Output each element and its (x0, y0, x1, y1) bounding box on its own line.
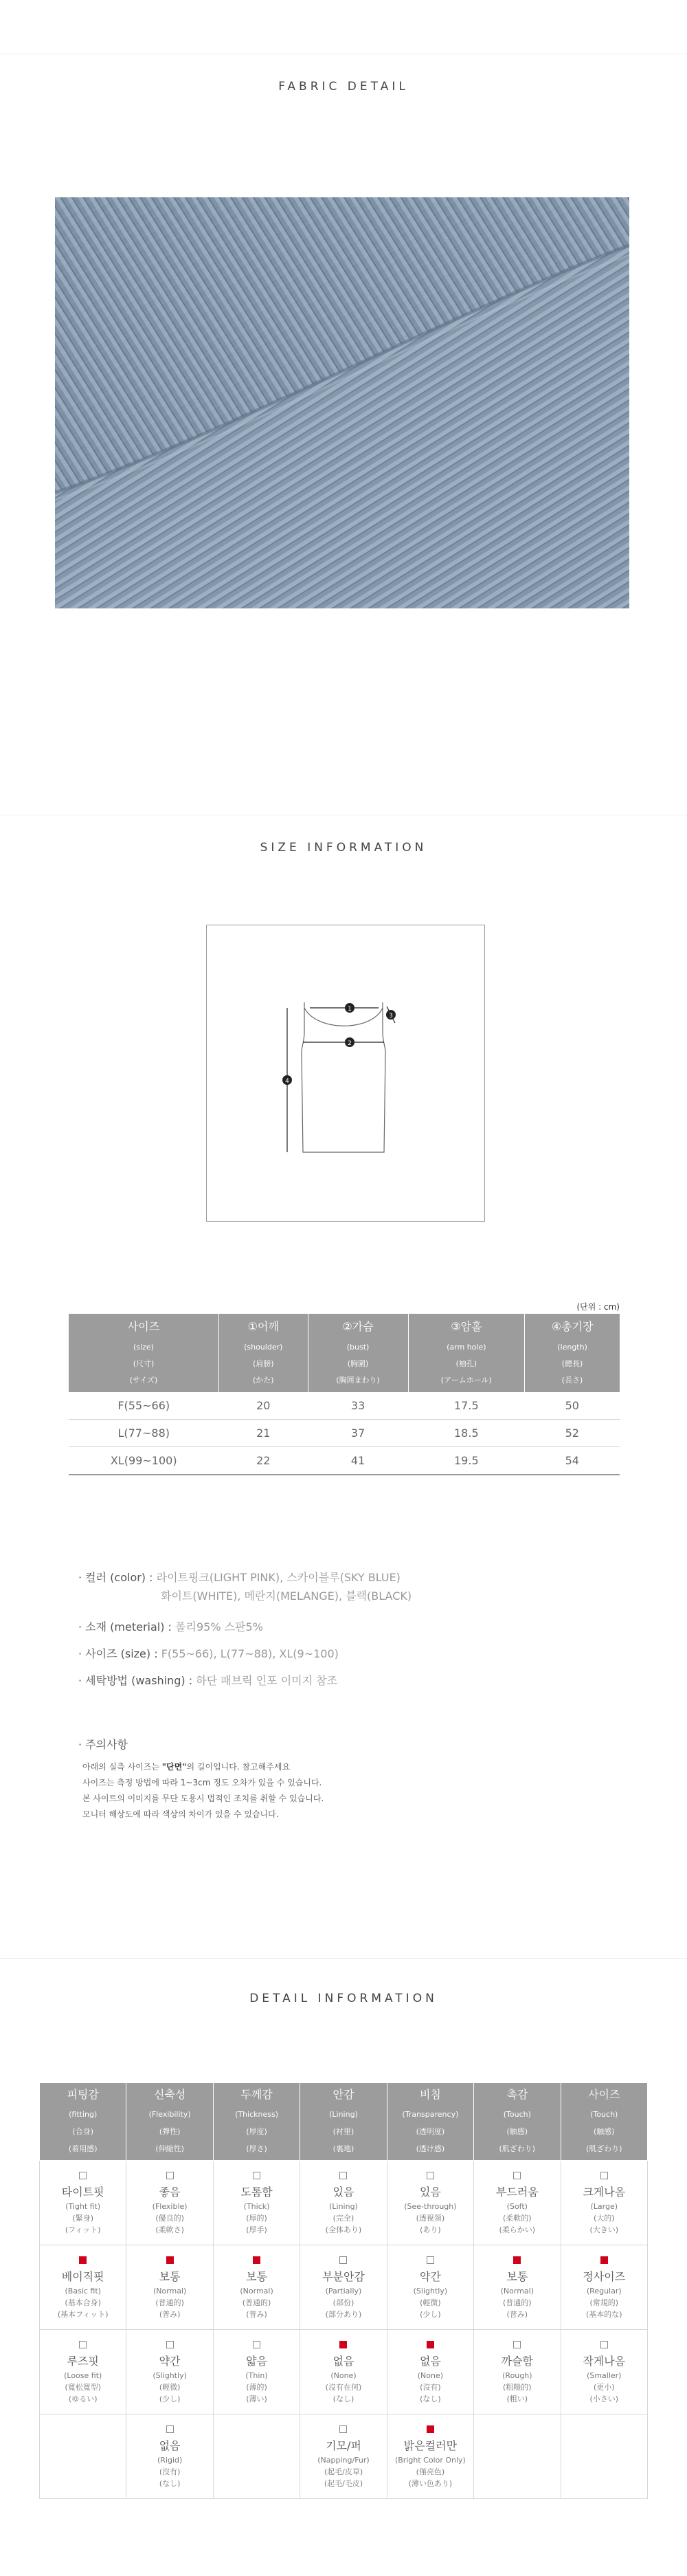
spec-size: · 사이즈 (size) : F(55~66), L(77~88), XL(9~100) (78, 1647, 339, 1660)
table-cell: 52 (525, 1420, 620, 1447)
detail-option-sub: (粗糙的) (503, 2382, 532, 2392)
detail-cell (387, 2330, 473, 2414)
detail-option-sub: (大的) (593, 2213, 615, 2223)
table-cell: L(77~88) (69, 1420, 218, 1447)
detail-row (40, 2330, 648, 2414)
detail-header-cell: 촉감 (Touch) (触感) (肌ざわり) (474, 2083, 561, 2161)
size-diagram (206, 925, 485, 1222)
checked-box-icon (600, 2256, 608, 2264)
detail-option-sub: (更小) (593, 2382, 615, 2392)
detail-option-sub: (柔らかい) (499, 2225, 536, 2234)
detail-cell (561, 2245, 647, 2330)
detail-cell (213, 2245, 300, 2330)
detail-cell (300, 2161, 387, 2245)
detail-option-sub: (小さい) (589, 2394, 619, 2403)
detail-cell (40, 2330, 126, 2414)
detail-option-sub: (Bright Color Only) (394, 2455, 466, 2465)
detail-option-sub: (フィット) (65, 2225, 101, 2234)
detail-option-label: 정사이즈 (583, 2269, 626, 2283)
checked-box-icon (79, 2256, 87, 2264)
checkbox-icon (79, 2172, 87, 2179)
checkbox-icon (600, 2341, 608, 2348)
checkbox-icon (513, 2341, 521, 2348)
detail-option-sub: (Slightly) (413, 2286, 448, 2296)
detail-cell (387, 2245, 473, 2330)
detail-option-sub: (Tight fit) (65, 2201, 101, 2211)
detail-header-cell: 사이즈 (Touch) (触感) (肌ざわり) (561, 2083, 647, 2161)
tank-top-diagram (207, 925, 484, 1221)
divider (0, 1958, 687, 1959)
detail-header-cell: 신축성 (Flexibility) (彈性) (伸縮性) (126, 2083, 213, 2161)
detail-option-label: 작게나옴 (583, 2354, 626, 2368)
detail-option-label: 까슬함 (501, 2354, 533, 2368)
detail-option-sub: (基本的な) (585, 2309, 622, 2319)
detail-option-sub: (部份) (333, 2298, 354, 2307)
detail-option-sub: (普通的) (242, 2298, 271, 2307)
detail-cell (300, 2330, 387, 2414)
detail-option-sub: (Thick) (243, 2201, 270, 2211)
detail-option-label: 밝은컬러만 (403, 2439, 458, 2452)
detail-option-sub: (Large) (590, 2201, 618, 2211)
detail-option-label: 없음 (419, 2354, 441, 2368)
detail-option-sub: (普通的) (155, 2298, 184, 2307)
detail-option-label: 보통 (159, 2269, 181, 2283)
detail-option-sub: (See-through) (404, 2201, 457, 2211)
detail-option-sub: (普み) (506, 2309, 528, 2319)
detail-option-label: 도톰함 (240, 2185, 273, 2199)
marker-4 (282, 1075, 292, 1085)
detail-option-sub: (なし) (420, 2394, 441, 2403)
detail-option-label: 약간 (419, 2269, 441, 2283)
checkbox-icon (600, 2172, 608, 2179)
detail-cell (213, 2414, 300, 2499)
checkbox-icon (339, 2425, 347, 2433)
detail-option-sub: (Rigid) (157, 2455, 183, 2465)
checkbox-icon (427, 2256, 434, 2264)
detail-option-sub: (優良的) (155, 2213, 184, 2223)
spec-material: · 소재 (meterial) : 폴리95% 스판5% (78, 1620, 263, 1633)
checkbox-icon (166, 2425, 174, 2433)
table-cell: F(55~66) (69, 1392, 218, 1420)
detail-option-sub: (Basic fit) (65, 2286, 101, 2296)
detail-header-cell: 비침 (Transparency) (透明度) (透け感) (387, 2083, 473, 2161)
detail-option-sub: (基本合身) (65, 2298, 101, 2307)
detail-cell (213, 2330, 300, 2414)
checkbox-icon (253, 2172, 260, 2179)
detail-option-sub: (厚的) (246, 2213, 267, 2223)
detail-option-sub: (少し) (420, 2309, 441, 2319)
table-cell: 54 (525, 1447, 620, 1475)
detail-cell (474, 2161, 561, 2245)
detail-option-sub: (全体あり) (325, 2225, 362, 2234)
table-cell: 17.5 (408, 1392, 525, 1420)
table-cell: 20 (218, 1392, 308, 1420)
detail-option-sub: (Soft) (506, 2201, 528, 2211)
table-cell: 33 (308, 1392, 408, 1420)
detail-option-sub: (Normal) (153, 2286, 187, 2296)
size-information-title: SIZE INFORMATION (260, 841, 427, 855)
table-row (69, 1447, 620, 1475)
fabric-photo (55, 197, 629, 608)
table-cell: 18.5 (408, 1420, 525, 1447)
detail-option-sub: (薄い) (246, 2394, 267, 2403)
notice-line: 아래의 실측 사이즈는 "단면"의 길이입니다. 참고해주세요 (82, 1762, 291, 1772)
detail-cell (40, 2161, 126, 2245)
detail-option-label: 있음 (333, 2185, 354, 2199)
detail-option-sub: (厚手) (246, 2225, 267, 2234)
checkbox-icon (339, 2172, 347, 2179)
detail-option-sub: (輕微) (159, 2382, 181, 2392)
detail-option-sub: (緊身) (72, 2213, 93, 2223)
detail-row (40, 2414, 648, 2499)
checkbox-icon (79, 2341, 87, 2348)
detail-option-label: 베이직핏 (61, 2269, 104, 2283)
spec-color: · 컬러 (color) : 라이트핑크(LIGHT PINK), 스카이블루(SKY BLUE) (78, 1571, 401, 1584)
spec-color-cont: 화이트(WHITE), 메란지(MELANGE), 블랙(BLACK) (161, 1589, 412, 1603)
table-cell: 41 (308, 1447, 408, 1475)
detail-option-sub: (Smaller) (587, 2370, 622, 2380)
detail-option-label: 부드러움 (495, 2185, 539, 2199)
fabric-detail-title: FABRIC DETAIL (278, 80, 409, 93)
detail-option-sub: (Normal) (500, 2286, 534, 2296)
checkbox-icon (166, 2172, 174, 2179)
detail-option-sub: (沒有) (420, 2382, 441, 2392)
detail-option-sub: (寬松寬型) (65, 2382, 101, 2392)
notice-line: 사이즈는 측정 방법에 따라 1~3cm 정도 오차가 있을 수 있습니다. (82, 1778, 322, 1787)
detail-option-sub: (None) (330, 2370, 357, 2380)
detail-cell (387, 2414, 473, 2499)
checkbox-icon (253, 2341, 260, 2348)
detail-option-label: 크게나옴 (583, 2185, 626, 2199)
svg-text:1: 1 (348, 1006, 352, 1013)
detail-cell (474, 2330, 561, 2414)
table-cell: XL(99~100) (69, 1447, 218, 1475)
detail-option-sub: (起毛/毛皮) (324, 2478, 363, 2488)
detail-option-sub: (Normal) (240, 2286, 273, 2296)
spec-washing: · 세탁방법 (washing) : 하단 패브릭 인포 이미지 참조 (78, 1674, 338, 1687)
detail-row (40, 2161, 648, 2245)
detail-option-label: 얇음 (246, 2354, 268, 2368)
notice-title: · 주의사항 (78, 1738, 128, 1751)
detail-option-sub: (常規的) (589, 2298, 619, 2307)
header-cell: ②가슴 (bust) (胸圍) (胸囲まわり) (308, 1314, 408, 1392)
detail-option-label: 루즈핏 (67, 2354, 99, 2368)
checked-box-icon (339, 2341, 347, 2348)
table-row (69, 1392, 620, 1420)
detail-option-sub: (Flexible) (152, 2201, 188, 2211)
header-cell: ①어깨 (shoulder) (肩膀) (かた) (218, 1314, 308, 1392)
detail-option-sub: (完全) (333, 2213, 354, 2223)
checked-box-icon (513, 2256, 521, 2264)
detail-option-sub: (あり) (420, 2225, 441, 2234)
size-table-header (69, 1314, 620, 1392)
detail-option-sub: (起毛/皮草) (324, 2467, 363, 2476)
detail-option-sub: (部分あり) (325, 2309, 362, 2319)
svg-text:4: 4 (285, 1078, 289, 1085)
detail-cell (213, 2161, 300, 2245)
marker-3 (386, 1010, 396, 1020)
detail-header-cell: 피팅감 (fitting) (合身) (着用感) (40, 2083, 126, 2161)
detail-option-label: 있음 (419, 2185, 441, 2199)
notice-text (82, 1759, 324, 1823)
detail-option-sub: (Thin) (245, 2370, 268, 2380)
detail-option-label: 기모/퍼 (326, 2439, 361, 2452)
detail-cell (387, 2161, 473, 2245)
detail-header-cell: 두께감 (Thickness) (厚度) (厚さ) (213, 2083, 300, 2161)
detail-cell (126, 2414, 213, 2499)
detail-cell (40, 2245, 126, 2330)
detail-option-sub: (大きい) (589, 2225, 619, 2234)
detail-table (39, 2082, 648, 2499)
detail-option-sub: (Regular) (586, 2286, 622, 2296)
detail-header-cell: 안감 (Lining) (衬里) (裏地) (300, 2083, 387, 2161)
table-cell: 37 (308, 1420, 408, 1447)
detail-option-sub: (透視領) (416, 2213, 445, 2223)
detail-option-sub: (薄い色あり) (408, 2478, 453, 2488)
table-cell: 19.5 (408, 1447, 525, 1475)
detail-option-sub: (沒有) (159, 2467, 181, 2476)
detail-option-label: 없음 (159, 2439, 181, 2452)
detail-option-sub: (Napping/Fur) (317, 2455, 370, 2465)
checked-box-icon (427, 2425, 434, 2433)
detail-information-title: DETAIL INFORMATION (249, 1992, 438, 2005)
header-cell: ③암홀 (arm hole) (袖孔) (アームホール) (408, 1314, 525, 1392)
svg-text:3: 3 (389, 1013, 393, 1020)
detail-cell (126, 2161, 213, 2245)
detail-option-sub: (なし) (159, 2478, 181, 2488)
detail-option-label: 보통 (246, 2269, 268, 2283)
detail-cell (561, 2414, 647, 2499)
checkbox-icon (427, 2172, 434, 2179)
checked-box-icon (253, 2256, 260, 2264)
detail-option-sub: (普み) (246, 2309, 267, 2319)
notice-line: 모니터 해상도에 따라 색상의 차이가 있을 수 있습니다. (82, 1809, 279, 1819)
detail-option-sub: (なし) (333, 2394, 354, 2403)
detail-cell (474, 2245, 561, 2330)
detail-option-label: 보통 (506, 2269, 528, 2283)
detail-option-sub: (少し) (159, 2394, 181, 2403)
detail-option-sub: (ゆるい) (68, 2394, 98, 2403)
detail-option-sub: (Lining) (329, 2201, 358, 2211)
detail-option-sub: (Slightly) (153, 2370, 187, 2380)
table-row (69, 1420, 620, 1447)
checked-box-icon (427, 2341, 434, 2348)
detail-option-sub: (沒有在何) (325, 2382, 362, 2392)
checkbox-icon (339, 2256, 347, 2264)
detail-option-label: 타이트핏 (61, 2185, 104, 2199)
detail-cell (126, 2330, 213, 2414)
detail-option-sub: (Rough) (502, 2370, 532, 2380)
svg-text:2: 2 (348, 1040, 352, 1047)
marker-1 (345, 1003, 354, 1013)
detail-option-sub: (普み) (159, 2309, 181, 2319)
detail-option-label: 없음 (333, 2354, 354, 2368)
detail-option-label: 약간 (159, 2354, 181, 2368)
detail-option-sub: (柔軟的) (503, 2213, 532, 2223)
detail-cell (300, 2245, 387, 2330)
header-cell: ④총기장 (length) (總長) (長さ) (525, 1314, 620, 1392)
header-cell: 사이즈 (size) (尺寸) (サイズ) (69, 1314, 218, 1392)
checkbox-icon (513, 2172, 521, 2179)
detail-cell (126, 2245, 213, 2330)
detail-option-sub: (粗い) (506, 2394, 528, 2403)
detail-option-sub: (薄的) (246, 2382, 267, 2392)
detail-cell (561, 2330, 647, 2414)
unit-label: (단위 : cm) (576, 1302, 620, 1312)
table-cell: 22 (218, 1447, 308, 1475)
detail-cell (40, 2414, 126, 2499)
detail-option-sub: (Partially) (325, 2286, 362, 2296)
detail-option-sub: (普通的) (503, 2298, 532, 2307)
marker-2 (345, 1037, 354, 1047)
detail-option-sub: (柔軟さ) (155, 2225, 184, 2234)
detail-option-label: 부분안감 (322, 2269, 365, 2283)
checked-box-icon (166, 2256, 174, 2264)
detail-cell (561, 2161, 647, 2245)
detail-option-label: 좋음 (159, 2185, 181, 2199)
detail-option-sub: (基本フィット) (57, 2309, 109, 2319)
checkbox-icon (166, 2341, 174, 2348)
table-cell: 21 (218, 1420, 308, 1447)
detail-option-sub: (Loose fit) (64, 2370, 102, 2380)
size-table (69, 1314, 620, 1475)
detail-row (40, 2245, 648, 2330)
detail-table-header (40, 2083, 648, 2161)
detail-cell (300, 2414, 387, 2499)
notice-line: 본 사이트의 이미지를 무단 도용시 법적인 조치를 취할 수 있습니다. (82, 1794, 324, 1803)
table-cell: 50 (525, 1392, 620, 1420)
detail-option-sub: (輕微) (420, 2298, 441, 2307)
detail-option-sub: (None) (417, 2370, 444, 2380)
detail-option-sub: (僅亮色) (416, 2467, 445, 2476)
detail-cell (474, 2414, 561, 2499)
